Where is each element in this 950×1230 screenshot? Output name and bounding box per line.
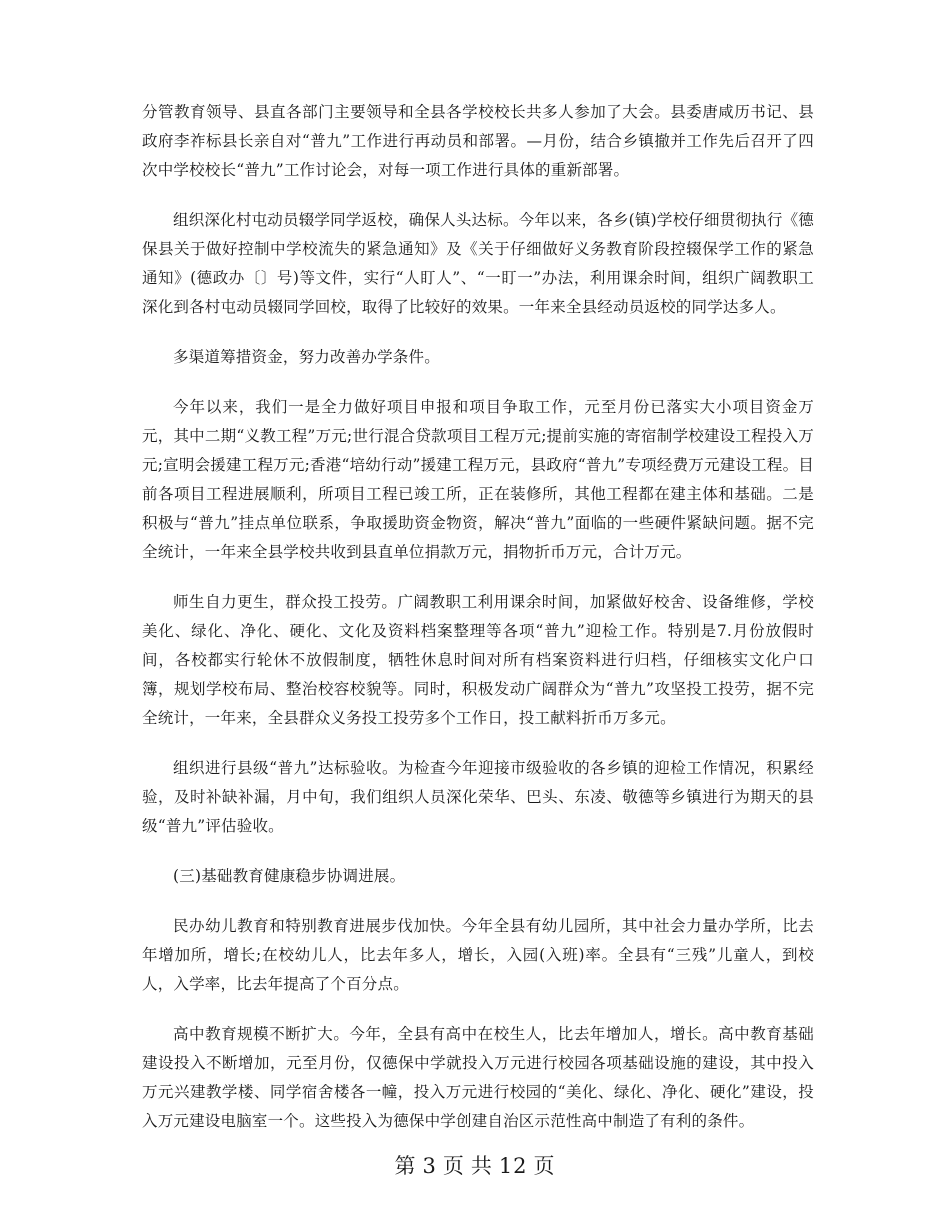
footer-label-page: 第 xyxy=(394,1154,417,1178)
paragraph-7: 民办幼儿教育和特别教育进展步伐加快。今年全县有幼儿园所，其中社会力量办学所，比去年增加所，增长;在校幼儿人，比去年多人，增长，入园(入班)率。全县有“三残”儿童人，到校人，入学率，比去年提高了个百分点。 xyxy=(142,917,814,993)
paragraph-6: 组织进行县级“普九”达标验收。为检查今年迎接市级验收的各乡镇的迎检工作情况，积累经验，及时补缺补漏，月中旬，我们组织人员深化荣华、巴头、东凌、敬德等乡镇进行为期天的县级“普九”评估验收。 xyxy=(142,759,814,835)
footer-label-total: 共 xyxy=(470,1154,493,1178)
paragraph-8: 高中教育规模不断扩大。今年，全县有高中在校生人，比去年增加人，增长。高中教育基础建设投入不断增加，元至月份，仅德保中学就投入万元进行校园各项基础设施的建设，其中投入万元兴建教学楼、同学宿舍楼各一幢，投入万元进行校园的“美化、绿化、净化、硬化”建设，投入万元建设电脑室一个。这些投入为德保中学创建自治区示范性高中制造了有利的条件。 xyxy=(142,1025,814,1130)
footer-label-total-unit: 页 xyxy=(533,1154,556,1178)
page-footer xyxy=(0,1150,950,1180)
document-body xyxy=(142,98,814,1157)
paragraph-1: 分管教育领导、县直各部门主要领导和全县各学校校长共多人参加了大会。县委唐咸历书记、县政府李祚标县长亲自对“普九”工作进行再动员和部署。—月份，结合乡镇撤并工作先后召开了四次中学校校长“普九”工作讨论会，对每一项工作进行具体的重新部署。 xyxy=(142,103,814,179)
paragraph-2: 组织深化村屯动员辍学同学返校，确保人头达标。今年以来，各乡(镇)学校仔细贯彻执行《德保县关于做好控制中学校流失的紧急通知》及《关于仔细做好义务教育阶段控辍保学工作的紧急通知》(德政办〔〕号)等文件，实行“人盯人”、“一盯一”办法，利用课余时间，组织广阔教职工深化到各村屯动员辍同学回校，取得了比较好的效果。一年来全县经动员返校的同学达多人。 xyxy=(142,211,814,316)
footer-label-page-unit: 页 xyxy=(442,1154,465,1178)
paragraph-5: 师生自力更生，群众投工投劳。广阔教职工利用课余时间，加紧做好校舍、设备维修，学校美化、绿化、净化、硬化、文化及资料档案整理等各项“普九”迎检工作。特别是7.月份放假时间，各校都实行轮休不放假制度，牺牲休息时间对所有档案资料进行归档，仔细核实文化户口簿，规划学校布局、整治校容校貌等。同时，积极发动广阔群众为“普九”攻坚投工投劳，据不完全统计，一年来，全县群众义务投工投劳多个工作日，投工献料折币万多元。 xyxy=(142,593,814,727)
footer-current-page: 3 xyxy=(422,1154,437,1178)
footer-total-pages: 12 xyxy=(498,1154,528,1178)
paragraph-4: 今年以来，我们一是全力做好项目申报和项目争取工作，元至月份已落实大小项目资金万元，其中二期“义教工程”万元;世行混合贷款项目工程万元;提前实施的寄宿制学校建设工程投入万元;宣明会援建工程万元;香港“培幼行动”援建工程万元，县政府“普九”专项经费万元建设工程。目前各项目工程进展顺利，所项目工程已竣工所，正在装修所，其他工程都在建主体和基础。二是积极与“普九”挂点单位联系，争取援助资金物资，解决“普九”面临的一些硬件紧缺问题。据不完全统计，一年来全县学校共收到县直单位捐款万元，捐物折币万元，合计万元。 xyxy=(142,398,814,561)
paragraph-3: 多渠道筹措资金，努力改善办学条件。 xyxy=(173,348,440,366)
section-heading: (三)基础教育健康稳步协调进展。 xyxy=(173,867,406,885)
